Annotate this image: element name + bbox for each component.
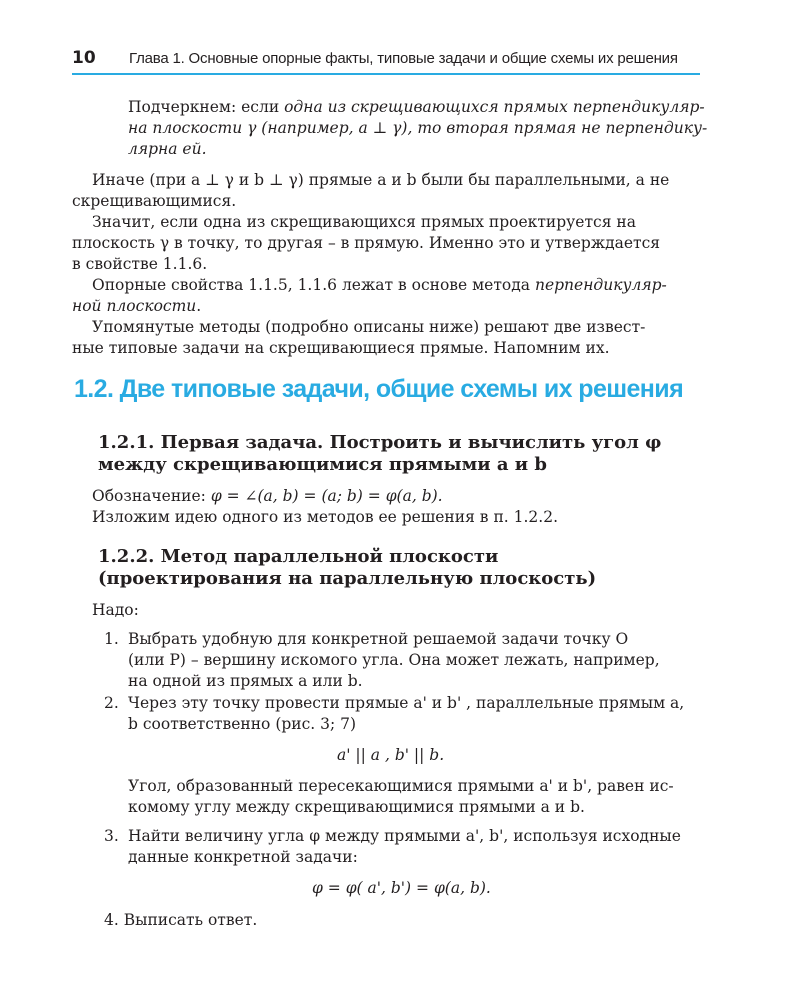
page-number: 10 xyxy=(72,48,96,68)
item-1-line-1: Выбрать удобную для конкретной решаемой задачи точку O xyxy=(128,630,629,648)
para2-line-3: в свойстве 1.1.6. xyxy=(72,255,208,273)
item-3-line-2: данные конкретной задачи: xyxy=(128,848,358,866)
idea-line: Изложим идею одного из методов ее решения в п. 1.2.2. xyxy=(92,508,559,526)
section-heading: 1.2. Две типовые задачи, общие схемы их решения xyxy=(74,375,684,403)
item-1-line-2: (или P) – вершину искомого угла. Она может лежать, например, xyxy=(128,651,660,669)
item-1-line-3: на одной из прямых a или b. xyxy=(128,672,363,690)
para1-line-1: Иначе (при a ⊥ γ и b ⊥ γ) прямые a и b были бы параллельными, а не xyxy=(92,171,670,189)
para2-line-1: Значит, если одна из скрещивающихся прямых проектируется на xyxy=(92,213,637,231)
sub2-title-line-2: (проектирования на параллельную плоскость) xyxy=(98,568,597,589)
notation-line: Обозначение: φ = ∠(a, b) = (a; b) = φ(a, b). xyxy=(92,487,443,505)
para4-line-1: Упомянутые методы (подробно описаны ниже) решают две извест- xyxy=(92,318,646,336)
para1-line-2: скрещивающимися. xyxy=(72,192,237,210)
item-4-line: 4. Выписать ответ. xyxy=(104,911,258,929)
item-2-number: 2. xyxy=(104,694,119,712)
sub1-title-line-2: между скрещивающимися прямыми a и b xyxy=(98,454,547,475)
chapter-title: Глава 1. Основные опорные факты, типовые задачи и общие схемы их решения xyxy=(129,50,678,67)
para4-line-2: ные типовые задачи на скрещивающиеся прямые. Напомним их. xyxy=(72,339,610,357)
note-line-2: на плоскости γ (например, a ⊥ γ), то вторая прямая не перпендику- xyxy=(128,119,708,137)
item-2-formula: a' || a , b' || b. xyxy=(337,746,445,764)
header-rule xyxy=(72,73,700,75)
sub2-title-line-1: 1.2.2. Метод параллельной плоскости xyxy=(98,546,499,567)
para2-line-2: плоскость γ в точку, то другая – в прямую. Именно это и утверждается xyxy=(72,234,661,252)
note-line-1: Подчеркнем: если одна из скрещивающихся прямых перпендикуляр- xyxy=(128,98,705,116)
notation-formula: φ = ∠(a, b) = (a; b) = φ(a, b). xyxy=(210,487,443,505)
page-header xyxy=(72,48,700,72)
item-3-line-1: Найти величину угла φ между прямыми a', b', используя исходные xyxy=(128,827,681,845)
need-label: Надо: xyxy=(92,601,139,619)
item-3-number: 3. xyxy=(104,827,119,845)
item-2-line-1: Через эту точку провести прямые a' и b' , параллельные прямым a, xyxy=(128,694,685,712)
item-3-formula: φ = φ( a', b') = φ(a, b). xyxy=(312,879,491,897)
para3-line-1: Опорные свойства 1.1.5, 1.1.6 лежат в основе метода перпендикуляр- xyxy=(92,276,667,294)
item-2-after-line-1: Угол, образованный пересекающимися прямыми a' и b', равен ис- xyxy=(128,777,674,795)
item-2-line-2: b соответственно (рис. 3; 7) xyxy=(128,715,357,733)
item-1-number: 1. xyxy=(104,630,119,648)
para3-line-2: ной плоскости. xyxy=(72,297,202,315)
note-line-3: лярна ей. xyxy=(128,140,207,158)
sub1-title-line-1: 1.2.1. Первая задача. Построить и вычислить угол φ xyxy=(98,432,662,453)
item-2-after-line-2: комому углу между скрещивающимися прямыми a и b. xyxy=(128,798,585,816)
